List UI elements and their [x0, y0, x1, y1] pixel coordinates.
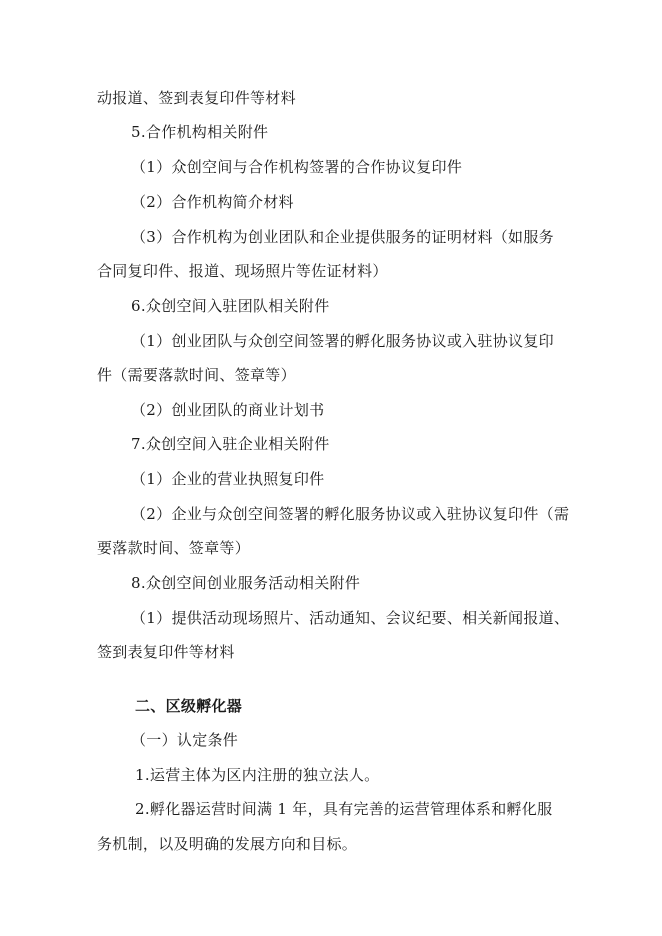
list-item-continuation: 合同复印件、报道、现场照片等佐证材料）	[97, 262, 388, 280]
list-item: （1）创业团队与众创空间签署的孵化服务协议或入驻协议复印	[131, 332, 554, 350]
attachment-heading: 5.合作机构相关附件	[131, 123, 269, 141]
list-item: （1）提供活动现场照片、活动通知、会议纪要、相关新闻报道、	[131, 609, 570, 627]
list-item-continuation: 签到表复印件等材料	[97, 643, 235, 661]
section-heading: 二、区级孵化器	[135, 697, 243, 715]
list-item-continuation: 件（需要落款时间、签章等）	[97, 366, 296, 384]
subsection-heading: （一）认定条件	[131, 731, 239, 749]
condition-item-continuation: 务机制，以及明确的发展方向和目标。	[97, 835, 358, 853]
list-item: （2）创业团队的商业计划书	[131, 401, 325, 419]
list-item: （1）企业的营业执照复印件	[131, 470, 325, 488]
list-item: （2）合作机构简介材料	[131, 193, 294, 211]
attachment-heading: 8.众创空间创业服务活动相关附件	[131, 574, 361, 592]
body-text-line: 动报道、签到表复印件等材料	[97, 89, 296, 107]
condition-item: 1.运营主体为区内注册的独立法人。	[135, 766, 380, 784]
list-item-continuation: 要落款时间、签章等）	[97, 539, 251, 557]
attachment-heading: 6.众创空间入驻团队相关附件	[131, 297, 330, 315]
list-item: （3）合作机构为创业团队和企业提供服务的证明材料（如服务	[131, 228, 554, 246]
list-item: （2）企业与众创空间签署的孵化服务协议或入驻协议复印件（需	[131, 505, 570, 523]
condition-item: 2.孵化器运营时间满 1 年，具有完善的运营管理体系和孵化服	[135, 800, 553, 818]
list-item: （1）众创空间与合作机构签署的合作协议复印件	[131, 158, 463, 176]
attachment-heading: 7.众创空间入驻企业相关附件	[131, 435, 330, 453]
